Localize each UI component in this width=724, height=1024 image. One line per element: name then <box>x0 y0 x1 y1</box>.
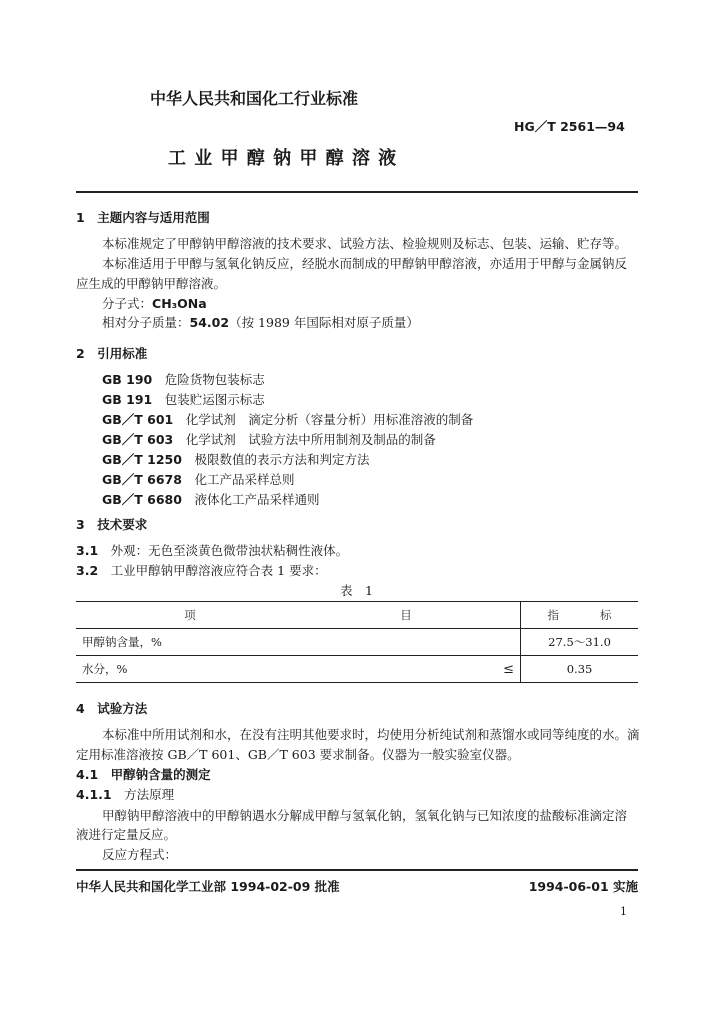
section-4-paragraph-1-line-1: 本标准中所用试剂和水，在没有注明其他要求时，均使用分析纯试剂和蒸馏水或同等纯度的水。滴 <box>102 727 640 742</box>
molecular-mass-value: 54.02 <box>189 315 230 330</box>
org-title: 中华人民共和国化工行业标准 <box>150 89 359 108</box>
reference-title: 危险货物包装标志 <box>164 372 265 387</box>
molecular-mass-note: （按 1989 年国际相对原子质量） <box>229 315 419 330</box>
section-2-heading: 2 引用标准 <box>76 346 148 361</box>
approval-text: 中华人民共和国化学工业部 1994-02-09 批准 <box>76 879 340 894</box>
reference-gap <box>173 412 186 427</box>
table-1-caption: 表 1 <box>340 583 373 598</box>
title-rule <box>76 191 638 193</box>
subsection-4-1-1-number: 4.1.1 <box>76 787 112 802</box>
table-row <box>76 629 638 656</box>
row-1-symbol <box>488 629 521 656</box>
effective-date: 1994-06-01 实施 <box>528 879 638 894</box>
section-1-paragraph-1: 本标准规定了甲醇钠甲醇溶液的技术要求、试验方法、检验规则及标志、包装、运输、贮存等。 <box>102 236 628 251</box>
section-3-heading: 3 技术要求 <box>76 517 148 532</box>
reference-item <box>102 430 436 450</box>
reaction-equation-label: 反应方程式： <box>102 847 178 862</box>
value-column-header <box>527 607 632 623</box>
reference-gap <box>152 372 165 387</box>
molecular-formula-line <box>102 294 207 314</box>
reference-code: GB 190 <box>102 372 153 387</box>
reference-item <box>102 390 265 410</box>
clause-3-1-text: 外观：无色至淡黄色微带浊状粘稠性液体。 <box>110 543 349 558</box>
molecular-mass-line <box>102 313 419 333</box>
reference-gap <box>152 392 165 407</box>
molecular-mass-label: 相对分子质量： <box>102 315 190 330</box>
item-header-char-1: 项 <box>184 608 196 622</box>
section-1-heading: 1 主题内容与适用范围 <box>76 210 210 225</box>
page-number: 1 <box>620 905 627 918</box>
item-header-char-2: 目 <box>400 608 412 622</box>
section-1-paragraph-2-line-2: 应生成的甲醇钠甲醇溶液。 <box>76 276 227 291</box>
row-2-item: 水分，% <box>76 656 488 683</box>
reference-item <box>102 490 320 510</box>
reference-title: 极限数值的表示方法和判定方法 <box>194 452 370 467</box>
table-1 <box>76 601 638 683</box>
principle-paragraph-line-2: 液进行定量反应。 <box>76 827 177 842</box>
reference-code: GB 191 <box>102 392 153 407</box>
reference-item <box>102 470 295 490</box>
clause-3-1 <box>76 541 348 561</box>
reference-item <box>102 450 370 470</box>
reference-item <box>102 370 265 390</box>
row-1-item: 甲醇钠含量，% <box>76 629 488 656</box>
section-1-paragraph-2-line-1: 本标准适用于甲醇与氢氧化钠反应，经脱水而制成的甲醇钠甲醇溶液，亦适用于甲醇与金属钠反 <box>102 256 628 271</box>
table-header-row <box>76 602 638 629</box>
reference-gap <box>182 492 195 507</box>
subsection-4-1-heading: 4.1 甲醇钠含量的测定 <box>76 767 211 782</box>
subsection-4-1-1-title: 方法原理 <box>124 787 175 802</box>
clause-3-2 <box>76 561 327 581</box>
reference-code: GB／T 601 <box>102 412 174 427</box>
row-1-value: 27.5～31.0 <box>521 629 638 656</box>
table-row <box>76 656 638 683</box>
footer-rule <box>76 869 638 871</box>
reference-gap <box>182 472 195 487</box>
reference-gap <box>182 452 195 467</box>
reference-code: GB／T 6680 <box>102 492 182 507</box>
value-header-char-1: 指 <box>547 608 560 622</box>
reference-item <box>102 410 473 430</box>
row-2-symbol: ≤ <box>488 656 521 683</box>
subsection-4-1-1 <box>76 785 174 805</box>
document-title: 工 业 甲 醇 钠 甲 醇 溶 液 <box>168 148 398 169</box>
reference-title: 包装贮运图示标志 <box>164 392 265 407</box>
clause-3-2-number: 3.2 <box>76 563 99 578</box>
standard-code: HG／T 2561—94 <box>514 119 625 134</box>
item-column-header <box>82 607 514 623</box>
row-2-value: 0.35 <box>521 656 638 683</box>
clause-3-2-text: 工业甲醇钠甲醇溶液应符合表 1 要求： <box>110 563 327 578</box>
reference-gap <box>173 432 186 447</box>
molecular-formula: CH₃ONa <box>152 296 207 311</box>
molecular-formula-label: 分子式： <box>102 296 153 311</box>
section-4-paragraph-1-line-2: 定用标准溶液按 GB／T 601、GB／T 603 要求制备。仪器为一般实验室仪器。 <box>76 747 520 762</box>
reference-title: 化工产品采样总则 <box>194 472 295 487</box>
reference-code: GB／T 603 <box>102 432 174 447</box>
clause-3-1-number: 3.1 <box>76 543 99 558</box>
reference-code: GB／T 1250 <box>102 452 182 467</box>
reference-code: GB／T 6678 <box>102 472 182 487</box>
principle-paragraph-line-1: 甲醇钠甲醇溶液中的甲醇钠遇水分解成甲醇与氢氧化钠，氢氧化钠与已知浓度的盐酸标准滴定溶 <box>102 808 628 823</box>
reference-title: 液体化工产品采样通则 <box>194 492 320 507</box>
reference-title: 化学试剂 滴定分析（容量分析）用标准溶液的制备 <box>185 412 474 427</box>
reference-title: 化学试剂 试验方法中所用制剂及制品的制备 <box>185 432 436 447</box>
value-header-char-2: 标 <box>600 608 612 622</box>
section-4-heading: 4 试验方法 <box>76 701 148 716</box>
